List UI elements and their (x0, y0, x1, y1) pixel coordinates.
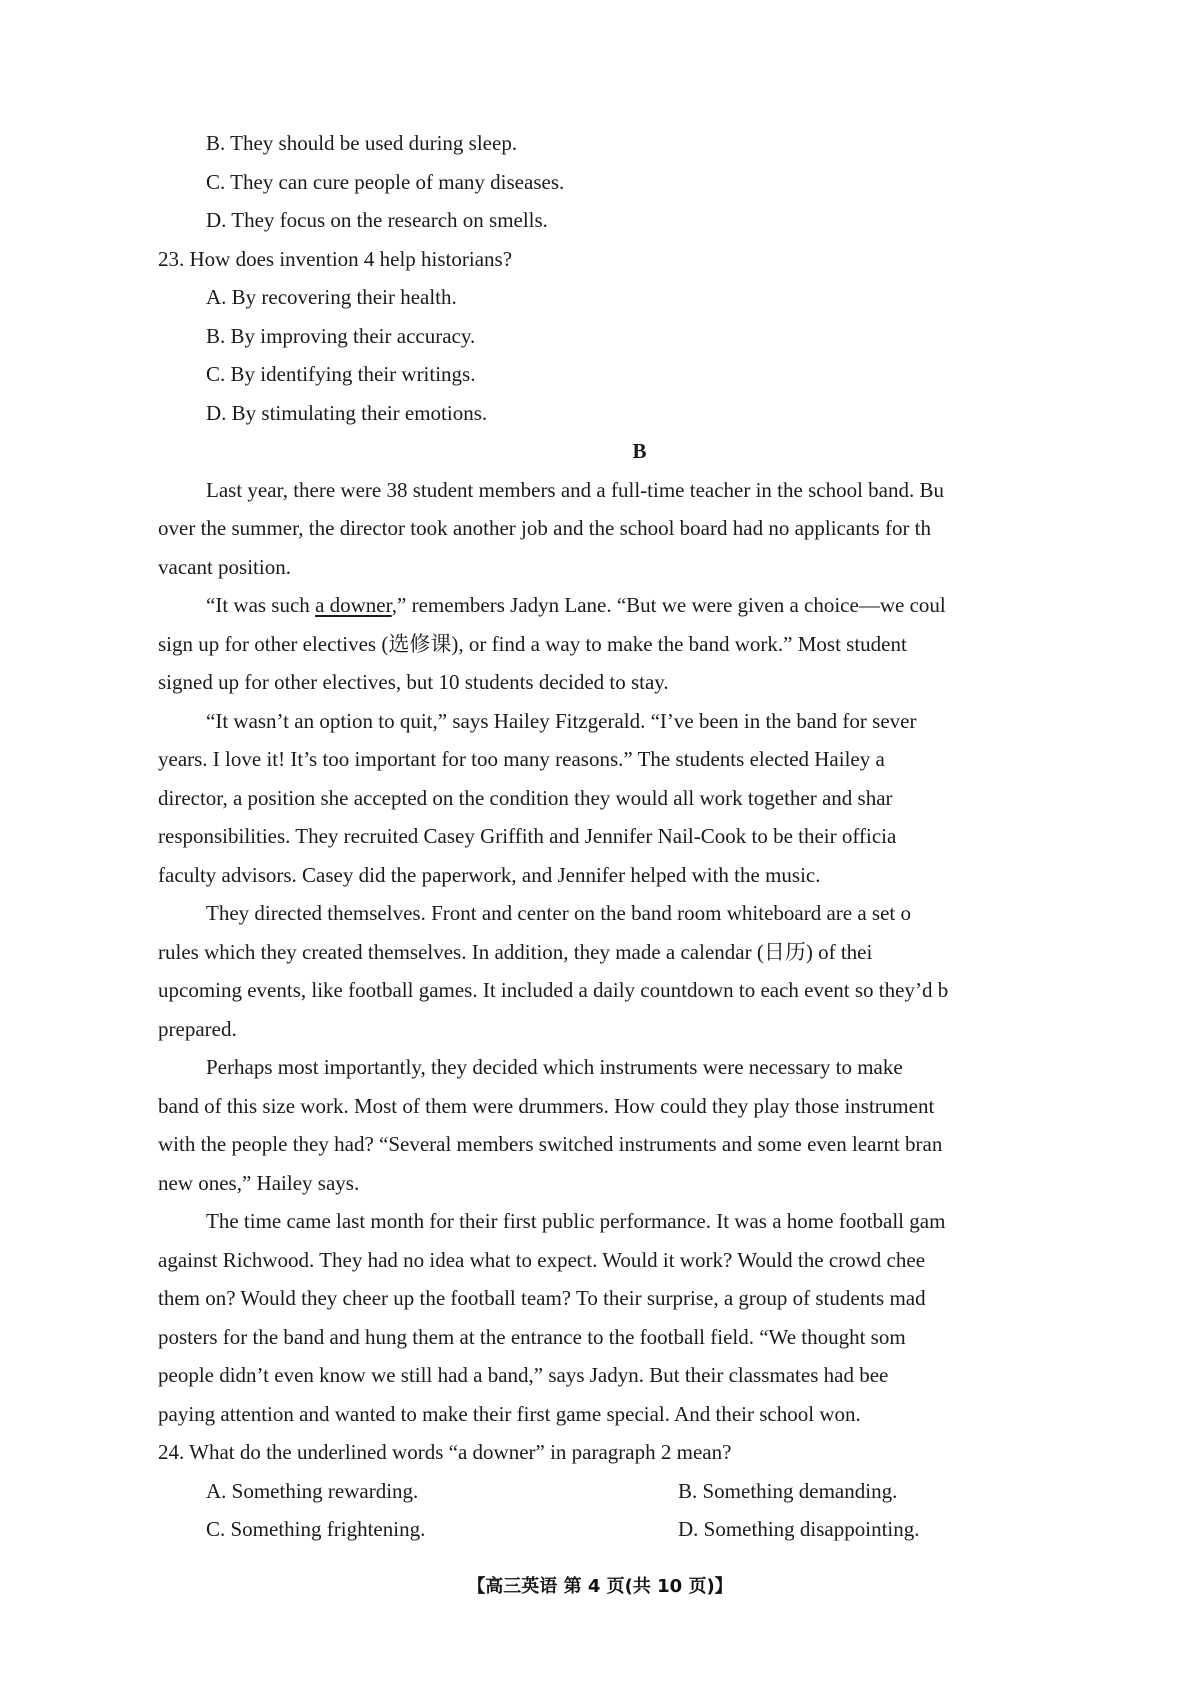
p4-line-2: rules which they created themselves. In addition, they made a calendar (日历) of thei (158, 939, 873, 964)
q22-option-d: D. They focus on the research on smells. (206, 208, 548, 232)
p1-line-3: vacant position. (158, 554, 291, 579)
p4-line-1: They directed themselves. Front and center on the band room whiteboard are a set o (206, 901, 912, 925)
p2-line-1-start: “It was such (206, 593, 316, 617)
q24-option-c: C. Something frightening. (206, 1517, 426, 1541)
p1-line-2: over the summer, the director took another job and the school board had no applicants for th (158, 516, 932, 540)
q24-option-b: B. Something demanding. (678, 1478, 898, 1503)
p2-line-1 (158, 586, 1121, 625)
p3-line-2: years. I love it! It’s too important for too many reasons.” The students elected Hailey a (158, 747, 885, 771)
p5-line-3: with the people they had? “Several members switched instruments and some even learnt bran (158, 1132, 943, 1156)
p6-line-5: people didn’t even know we still had a band,” says Jadyn. But their classmates had bee (158, 1363, 889, 1387)
p4-line-4: prepared. (158, 1016, 237, 1041)
q24-option-d: D. Something disappointing. (678, 1517, 920, 1541)
p3-line-4: responsibilities. They recruited Casey Griffith and Jennifer Nail-Cook to be their officia (158, 824, 897, 848)
p6-line-6: paying attention and wanted to make their first game special. And their school won. (158, 1401, 861, 1426)
p6-line-3: them on? Would they cheer up the football team? To their surprise, a group of students mad (158, 1286, 926, 1310)
p3-line-1: “It wasn’t an option to quit,” says Hailey Fitzgerald. “I’ve been in the band for sever (206, 708, 917, 733)
p6-line-1: The time came last month for their first public performance. It was a home football gam (206, 1209, 946, 1233)
section-title: B (632, 439, 647, 463)
q23-stem: 23. How does invention 4 help historians? (158, 246, 513, 271)
q24-options-row-1 (158, 1472, 1121, 1511)
p2-line-2: sign up for other electives (选修课), or find a way to make the band work.” Most student (158, 631, 907, 656)
p3-line-3: director, a position she accepted on the condition they would all work together and shar (158, 785, 893, 810)
q24-options-row-2 (158, 1510, 1121, 1549)
p5-line-1: Perhaps most importantly, they decided which instruments were necessary to make (206, 1055, 903, 1079)
p2-line-1-end: ,” remembers Jadyn Lane. “But we were given a choice—we coul (391, 593, 946, 617)
q23-option-a: A. By recovering their health. (206, 285, 457, 309)
q23-option-d: D. By stimulating their emotions. (206, 400, 488, 425)
q24-stem: 24. What do the underlined words “a downer” in paragraph 2 mean? (158, 1440, 732, 1464)
q23-option-b: B. By improving their accuracy. (206, 323, 476, 348)
passage (158, 471, 1121, 1434)
p1-line-1: Last year, there were 38 student members and a full-time teacher in the school band. Bu (206, 477, 944, 502)
p2-line-3: signed up for other electives, but 10 students decided to stay. (158, 670, 669, 694)
p5-line-2: band of this size work. Most of them were drummers. How could they play those instrument (158, 1093, 935, 1118)
q24-option-a: A. Something rewarding. (206, 1478, 419, 1503)
p3-line-5: faculty advisors. Casey did the paperwork, and Jennifer helped with the music. (158, 862, 821, 887)
p6-line-4: posters for the band and hung them at the entrance to the football field. “We thought som (158, 1324, 906, 1349)
p6-line-2: against Richwood. They had no idea what to expect. Would it work? Would the crowd chee (158, 1247, 926, 1272)
p5-line-4: new ones,” Hailey says. (158, 1170, 360, 1195)
page-footer: 【高三英语 第 4 页(共 10 页)】 (467, 1576, 733, 1597)
q23-option-c: C. By identifying their writings. (206, 362, 476, 386)
q22-option-c: C. They can cure people of many diseases. (206, 169, 565, 194)
q22-option-b: B. They should be used during sleep. (206, 131, 518, 155)
page-content (158, 124, 1121, 1549)
underlined-phrase: a downer (315, 593, 392, 617)
p4-line-3: upcoming events, like football games. It included a daily countdown to each event so they’d b (158, 978, 949, 1002)
